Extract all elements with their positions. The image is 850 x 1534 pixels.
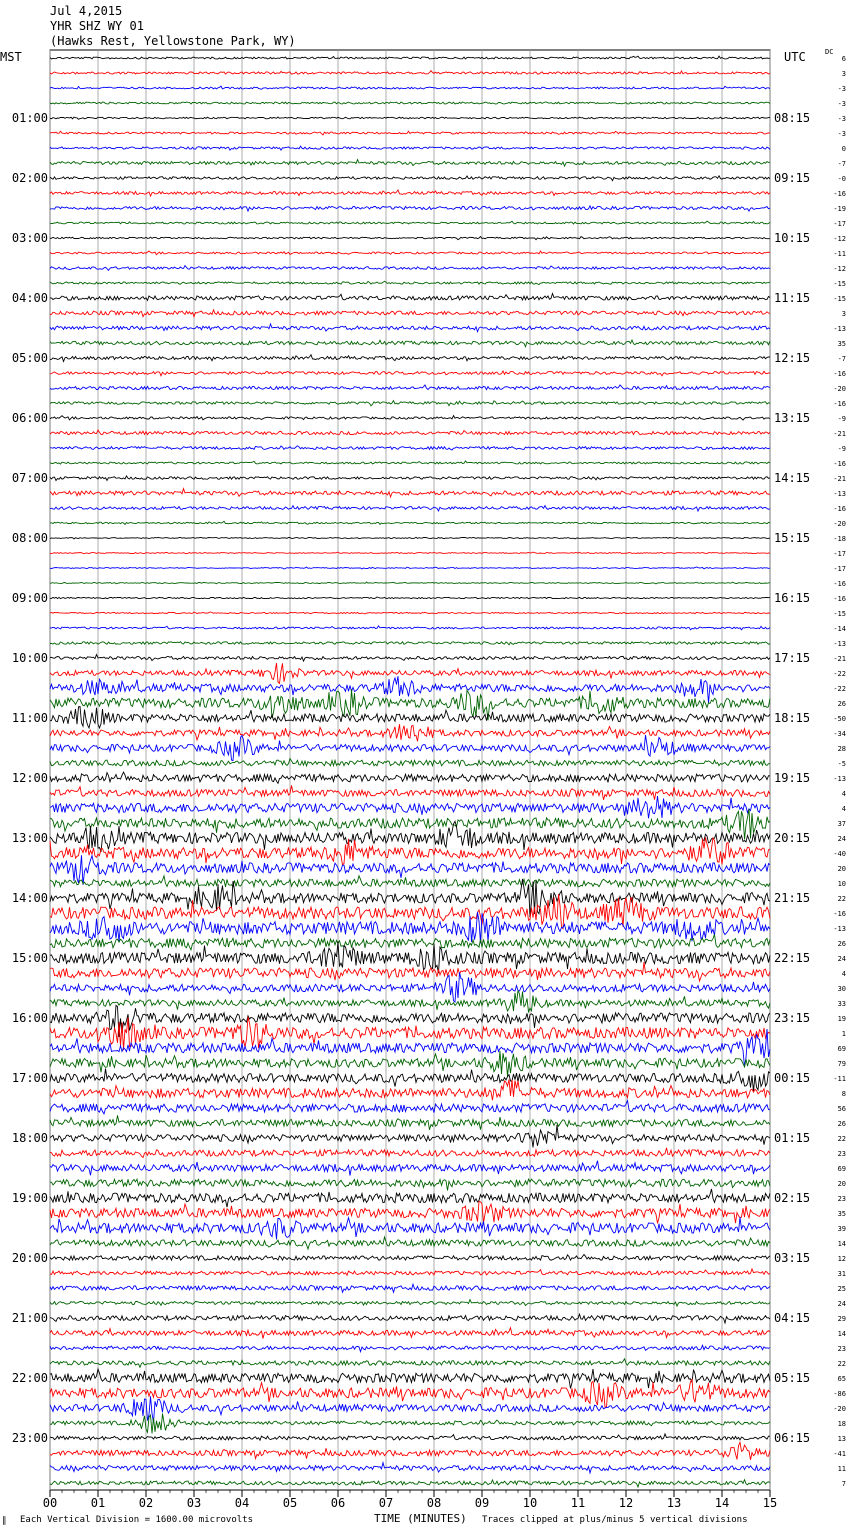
dc-offset-value: 19 xyxy=(837,1015,846,1023)
x-tick-label: 02 xyxy=(138,1496,154,1510)
dc-offset-value: -11 xyxy=(833,250,846,258)
dc-offset-value: -41 xyxy=(833,1450,846,1458)
right-hour-label: 23:15 xyxy=(774,1011,811,1025)
seismic-trace xyxy=(50,972,770,1002)
seismic-trace xyxy=(50,521,770,524)
right-hour-label: 02:15 xyxy=(774,1191,811,1205)
x-tick-label: 12 xyxy=(618,1496,634,1510)
seismic-trace xyxy=(50,912,770,944)
left-hour-label: 15:00 xyxy=(11,951,48,965)
seismic-trace xyxy=(50,626,770,630)
dc-offset-value: 25 xyxy=(837,1285,846,1293)
dc-offset-value: -7 xyxy=(837,160,846,168)
seismic-trace xyxy=(50,1269,770,1275)
dc-offset-value: -50 xyxy=(833,715,846,723)
x-tick-label: 07 xyxy=(378,1496,394,1510)
seismic-trace xyxy=(50,206,770,211)
seismic-trace xyxy=(50,251,770,255)
seismic-trace xyxy=(50,340,770,347)
dc-offset-value: 28 xyxy=(837,745,846,753)
seismic-trace xyxy=(50,855,770,885)
dc-offset-value: -16 xyxy=(833,505,846,513)
dc-offset-value: 22 xyxy=(837,1360,846,1368)
seismic-trace xyxy=(50,642,770,645)
seismic-trace xyxy=(50,190,770,196)
seismic-trace xyxy=(50,1101,770,1114)
right-hour-label: 09:15 xyxy=(774,171,811,185)
dc-offset-value: -19 xyxy=(833,205,846,213)
dc-offset-value: -9 xyxy=(837,445,846,453)
dc-offset-value: 26 xyxy=(837,940,846,948)
right-hour-label: 06:15 xyxy=(774,1431,811,1445)
station-location: (Hawks Rest, Yellowstone Park, WY) xyxy=(50,34,296,48)
station-code: YHR SHZ WY 01 xyxy=(50,19,144,33)
seismic-trace xyxy=(50,1255,770,1262)
left-hour-label: 17:00 xyxy=(11,1071,48,1085)
dc-offset-value: 31 xyxy=(837,1270,846,1278)
seismic-trace xyxy=(50,879,770,917)
x-tick-label: 04 xyxy=(234,1496,250,1510)
dc-offset-value: 23 xyxy=(837,1150,846,1158)
dc-offset-value: -21 xyxy=(833,430,846,438)
seismic-trace xyxy=(50,1314,770,1323)
dc-offset-value: 69 xyxy=(837,1165,846,1173)
dc-offset-value: -86 xyxy=(833,1390,846,1398)
seismic-trace xyxy=(50,655,770,662)
left-hour-label: 18:00 xyxy=(11,1131,48,1145)
dc-offset-header: DC xyxy=(825,48,834,56)
dc-offset-value: 35 xyxy=(837,340,846,348)
dc-offset-value: 29 xyxy=(837,1315,846,1323)
seismic-trace xyxy=(50,221,770,224)
left-hour-label: 05:00 xyxy=(11,351,48,365)
seismic-trace xyxy=(50,1179,770,1190)
seismic-trace xyxy=(50,355,770,362)
seismic-trace xyxy=(50,1080,770,1101)
dc-offset-value: -9 xyxy=(837,415,846,423)
seismic-trace xyxy=(50,1005,770,1037)
seismic-trace xyxy=(50,537,770,539)
seismic-trace xyxy=(50,102,770,104)
seismic-trace xyxy=(50,1434,770,1440)
dc-offset-value: 14 xyxy=(837,1330,846,1338)
x-tick-label: 03 xyxy=(186,1496,202,1510)
dc-offset-value: -12 xyxy=(833,235,846,243)
seismic-trace xyxy=(50,506,770,512)
seismic-trace xyxy=(50,416,770,421)
seismic-trace xyxy=(50,71,770,75)
x-tick-label: 01 xyxy=(90,1496,106,1510)
dc-offset-value: -17 xyxy=(833,550,846,558)
dc-offset-value: -22 xyxy=(833,685,846,693)
seismic-trace xyxy=(50,131,770,135)
dc-offset-value: -3 xyxy=(837,115,846,123)
dc-offset-value: -16 xyxy=(833,910,846,918)
dc-offset-value: 7 xyxy=(841,1480,846,1488)
dc-offset-value: -11 xyxy=(833,1075,846,1083)
seismic-trace xyxy=(50,676,770,703)
dc-offset-value: -0 xyxy=(837,175,846,183)
seismic-trace xyxy=(50,1125,770,1148)
seismic-trace xyxy=(50,86,770,89)
seismic-trace xyxy=(50,612,770,614)
dc-offset-value: 11 xyxy=(837,1465,846,1473)
dc-offset-value: 12 xyxy=(837,1255,846,1263)
dc-offset-value: -22 xyxy=(833,670,846,678)
left-hour-label: 22:00 xyxy=(11,1371,48,1385)
dc-offset-value: -16 xyxy=(833,580,846,588)
dc-offset-value: 39 xyxy=(837,1225,846,1233)
x-axis-title: TIME (MINUTES) xyxy=(374,1512,467,1525)
x-tick-label: 08 xyxy=(426,1496,442,1510)
x-tick-label: 14 xyxy=(714,1496,730,1510)
dc-offset-value: 56 xyxy=(837,1105,846,1113)
seismic-trace xyxy=(50,735,770,761)
dc-offset-value: 10 xyxy=(837,880,846,888)
right-hour-label: 12:15 xyxy=(774,351,811,365)
dc-offset-value: -34 xyxy=(833,730,846,738)
dc-offset-value: 4 xyxy=(841,805,846,813)
seismic-trace xyxy=(50,176,770,181)
dc-offset-value: -20 xyxy=(833,385,846,393)
dc-offset-value: 14 xyxy=(837,1240,846,1248)
dc-offset-value: -12 xyxy=(833,265,846,273)
seismic-trace xyxy=(50,1284,770,1292)
seismic-trace xyxy=(50,160,770,167)
x-tick-label: 10 xyxy=(522,1496,538,1510)
seismic-trace xyxy=(50,934,770,949)
seismic-trace xyxy=(50,724,770,741)
dc-offset-value: 4 xyxy=(841,790,846,798)
seismic-trace xyxy=(50,1369,770,1388)
dc-offset-value: -16 xyxy=(833,400,846,408)
right-hour-label: 22:15 xyxy=(774,951,811,965)
seismic-trace xyxy=(50,1237,770,1249)
dc-offset-value: 79 xyxy=(837,1060,846,1068)
seismic-trace xyxy=(50,281,770,284)
x-tick-label: 13 xyxy=(666,1496,682,1510)
right-hour-label: 18:15 xyxy=(774,711,811,725)
dc-offset-value: 22 xyxy=(837,895,846,903)
dc-offset-value: 20 xyxy=(837,1180,846,1188)
dc-offset-value: 24 xyxy=(837,835,846,843)
clip-note: Traces clipped at plus/minus 5 vertical divisions xyxy=(482,1515,748,1525)
dc-offset-value: 69 xyxy=(837,1045,846,1053)
seismic-trace xyxy=(50,663,770,683)
dc-offset-value: 6 xyxy=(841,55,846,63)
seismic-trace xyxy=(50,1161,770,1176)
scale-note: Each Vertical Division = 1600.00 microvolts xyxy=(20,1515,253,1525)
seismic-trace xyxy=(50,1202,770,1224)
seismic-trace xyxy=(50,821,770,852)
right-hour-label: 01:15 xyxy=(774,1131,811,1145)
left-hour-label: 13:00 xyxy=(11,831,48,845)
dc-offset-value: -20 xyxy=(833,1405,846,1413)
seismic-trace xyxy=(50,1300,770,1307)
seismic-trace xyxy=(50,237,770,240)
dc-offset-value: 26 xyxy=(837,1120,846,1128)
plot-date: Jul 4,2015 xyxy=(50,4,123,18)
seismic-trace xyxy=(50,401,770,406)
left-hour-label: 16:00 xyxy=(11,1011,48,1025)
right-hour-label: 04:15 xyxy=(774,1311,811,1325)
left-hour-label: 07:00 xyxy=(11,471,48,485)
dc-offset-value: 3 xyxy=(841,310,846,318)
left-hour-label: 20:00 xyxy=(11,1251,48,1265)
dc-offset-value: 3 xyxy=(841,70,846,78)
dc-offset-value: 4 xyxy=(841,970,846,978)
x-tick-label: 15 xyxy=(762,1496,778,1510)
left-hour-label: 19:00 xyxy=(11,1191,48,1205)
dc-offset-value: -20 xyxy=(833,520,846,528)
right-hour-label: 17:15 xyxy=(774,651,811,665)
seismic-trace xyxy=(50,1345,770,1351)
dc-offset-value: 20 xyxy=(837,865,846,873)
right-hour-label: 16:15 xyxy=(774,591,811,605)
seismic-trace xyxy=(50,146,770,150)
dc-offset-value: 24 xyxy=(837,955,846,963)
left-hour-label: 21:00 xyxy=(11,1311,48,1325)
dc-offset-value: -15 xyxy=(833,610,846,618)
right-hour-label: 03:15 xyxy=(774,1251,811,1265)
right-hour-label: 11:15 xyxy=(774,291,811,305)
dc-offset-value: -21 xyxy=(833,475,846,483)
seismic-trace xyxy=(50,567,770,569)
left-hour-label: 10:00 xyxy=(11,651,48,665)
dc-offset-value: 18 xyxy=(837,1420,846,1428)
dc-offset-value: -5 xyxy=(837,760,846,768)
seismic-trace xyxy=(50,1217,770,1239)
seismic-trace xyxy=(50,785,770,799)
left-hour-label: 23:00 xyxy=(11,1431,48,1445)
seismic-trace xyxy=(50,962,770,981)
seismic-trace xyxy=(50,324,770,332)
left-hour-label: 11:00 xyxy=(11,711,48,725)
seismic-trace xyxy=(50,1359,770,1368)
right-hour-label: 21:15 xyxy=(774,891,811,905)
seismic-trace xyxy=(50,1051,770,1076)
dc-offset-value: -16 xyxy=(833,190,846,198)
seismic-trace xyxy=(50,772,770,783)
x-tick-label: 00 xyxy=(42,1496,58,1510)
seismic-trace xyxy=(50,430,770,435)
seismic-trace xyxy=(50,371,770,376)
right-hour-label: 15:15 xyxy=(774,531,811,545)
dc-offset-value: 13 xyxy=(837,1435,846,1443)
dc-offset-value: -21 xyxy=(833,655,846,663)
left-hour-label: 09:00 xyxy=(11,591,48,605)
seismic-trace xyxy=(50,1069,770,1092)
seismic-trace xyxy=(50,796,770,818)
dc-offset-value: -14 xyxy=(833,625,846,633)
seismic-trace xyxy=(50,476,770,481)
dc-offset-value: 22 xyxy=(837,1135,846,1143)
x-tick-label: 09 xyxy=(474,1496,490,1510)
corner-mark: ∥ xyxy=(2,1516,7,1526)
left-hour-label: 01:00 xyxy=(11,111,48,125)
dc-offset-value: -3 xyxy=(837,130,846,138)
seismic-trace xyxy=(50,990,770,1011)
right-hour-label: 08:15 xyxy=(774,111,811,125)
right-hour-label: 19:15 xyxy=(774,771,811,785)
dc-offset-value: -40 xyxy=(833,850,846,858)
seismic-trace xyxy=(50,56,770,59)
dc-offset-value: -13 xyxy=(833,925,846,933)
dc-offset-value: 23 xyxy=(837,1345,846,1353)
left-timezone-label: MST xyxy=(0,50,22,64)
left-hour-label: 03:00 xyxy=(11,231,48,245)
seismic-trace xyxy=(50,446,770,450)
dc-offset-value: -15 xyxy=(833,280,846,288)
right-hour-label: 20:15 xyxy=(774,831,811,845)
dc-offset-value: -17 xyxy=(833,565,846,573)
seismic-trace xyxy=(50,1115,770,1129)
right-hour-label: 10:15 xyxy=(774,231,811,245)
seismic-trace xyxy=(50,461,770,464)
dc-offset-value: -13 xyxy=(833,640,846,648)
x-tick-label: 05 xyxy=(282,1496,298,1510)
dc-offset-value: 37 xyxy=(837,820,846,828)
dc-offset-value: 24 xyxy=(837,1300,846,1308)
left-hour-label: 02:00 xyxy=(11,171,48,185)
seismic-trace xyxy=(50,1189,770,1207)
dc-offset-value: -15 xyxy=(833,295,846,303)
dc-offset-value: -13 xyxy=(833,775,846,783)
x-tick-label: 06 xyxy=(330,1496,346,1510)
right-hour-label: 13:15 xyxy=(774,411,811,425)
left-hour-label: 08:00 xyxy=(11,531,48,545)
dc-offset-value: 65 xyxy=(837,1375,846,1383)
seismic-trace xyxy=(50,1442,770,1460)
seismic-trace xyxy=(50,294,770,301)
seismic-trace xyxy=(50,1029,770,1067)
dc-offset-value: 35 xyxy=(837,1210,846,1218)
seismic-trace xyxy=(50,582,770,584)
dc-offset-value: -7 xyxy=(837,355,846,363)
dc-offset-value: 30 xyxy=(837,985,846,993)
dc-offset-value: -13 xyxy=(833,325,846,333)
dc-offset-value: 0 xyxy=(841,145,846,153)
dc-offset-value: 33 xyxy=(837,1000,846,1008)
x-tick-label: 11 xyxy=(570,1496,586,1510)
seismic-trace xyxy=(50,876,770,887)
seismic-trace xyxy=(50,759,770,766)
right-hour-label: 14:15 xyxy=(774,471,811,485)
seismic-trace xyxy=(50,1148,770,1158)
seismic-trace xyxy=(50,1480,770,1487)
seismic-trace xyxy=(50,552,770,553)
dc-offset-value: -16 xyxy=(833,370,846,378)
dc-offset-value: -16 xyxy=(833,460,846,468)
seismic-trace xyxy=(50,706,770,728)
right-timezone-label: UTC xyxy=(784,50,806,64)
left-hour-label: 12:00 xyxy=(11,771,48,785)
seismic-trace xyxy=(50,266,770,271)
seismic-trace xyxy=(50,1328,770,1339)
dc-offset-value: -13 xyxy=(833,490,846,498)
plot-frame xyxy=(50,50,770,1490)
seismic-trace xyxy=(50,597,770,599)
left-hour-label: 06:00 xyxy=(11,411,48,425)
dc-offset-value: 1 xyxy=(841,1030,846,1038)
dc-offset-value: 23 xyxy=(837,1195,846,1203)
seismic-trace xyxy=(50,1396,770,1422)
seismic-trace xyxy=(50,1414,770,1434)
right-hour-label: 05:15 xyxy=(774,1371,811,1385)
dc-offset-value: -18 xyxy=(833,535,846,543)
dc-offset-value: -3 xyxy=(837,100,846,108)
seismic-trace xyxy=(50,1463,770,1473)
dc-offset-value: 26 xyxy=(837,700,846,708)
dc-offset-value: -3 xyxy=(837,85,846,93)
dc-offset-value: 8 xyxy=(841,1090,846,1098)
dc-offset-value: -16 xyxy=(833,595,846,603)
right-hour-label: 00:15 xyxy=(774,1071,811,1085)
seismic-trace xyxy=(50,310,770,317)
dc-offset-value: -17 xyxy=(833,220,846,228)
left-hour-label: 04:00 xyxy=(11,291,48,305)
left-hour-label: 14:00 xyxy=(11,891,48,905)
seismic-trace xyxy=(50,489,770,497)
seismic-trace xyxy=(50,385,770,390)
seismic-trace xyxy=(50,117,770,119)
